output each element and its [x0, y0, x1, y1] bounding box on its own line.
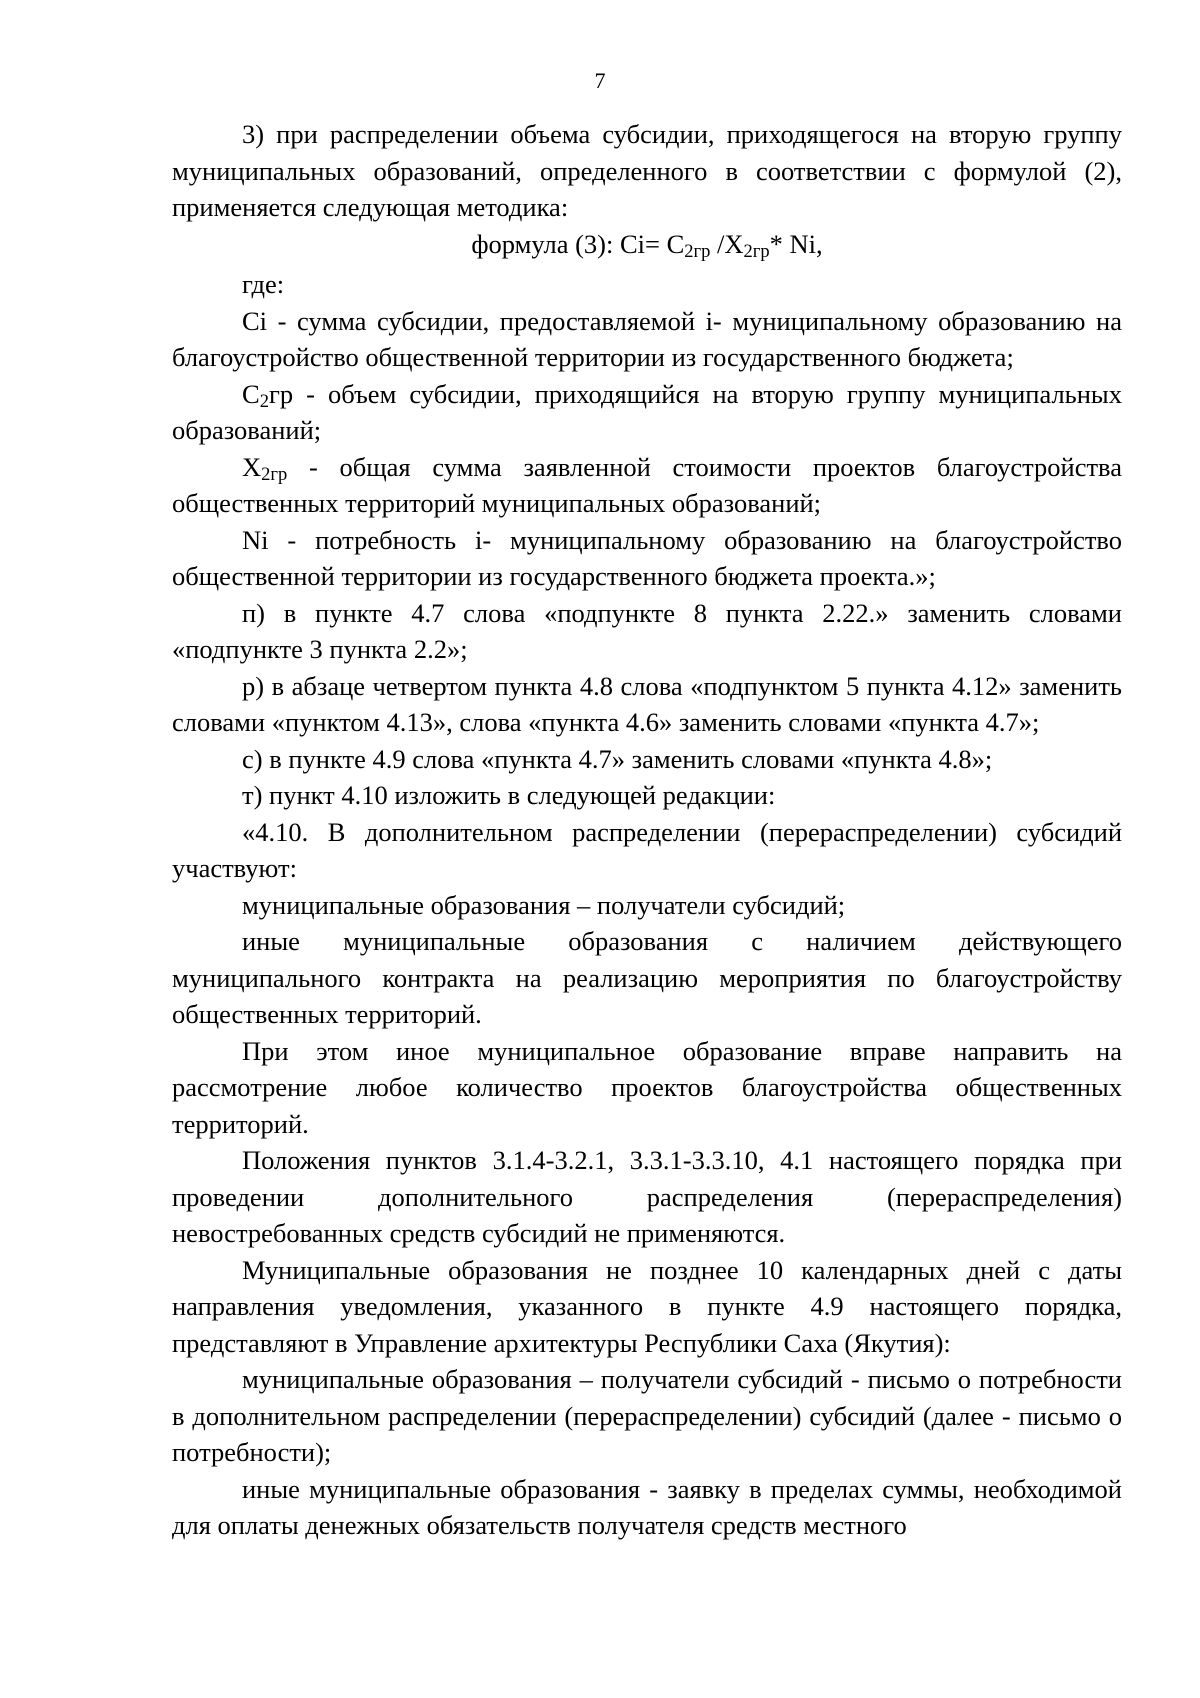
- x2-subscript: 2гр: [261, 463, 288, 485]
- paragraph-provisions: Положения пунктов 3.1.4-3.2.1, 3.3.1-3.3.10, 4.1 настоящего порядка при проведении дополнительного распределения (перераспределения) невостребованных средств субсидий не применяются.: [172, 1145, 1122, 1248]
- paragraph-recipients: муниципальные образования – получатели субсидий;: [242, 889, 846, 920]
- paragraph-x2-definition: [172, 449, 1122, 522]
- paragraph-where: где:: [242, 269, 285, 299]
- paragraph-need-letter: муниципальные образования – получатели субсидий - письмо о потребности в дополнительном распределении (перераспределении) субсидий (далее - письмо о потребности);: [172, 1364, 1122, 1467]
- x2-symbol: X: [242, 451, 262, 482]
- c2-subscript: 2: [259, 390, 269, 412]
- paragraph-item-p: п) в пункте 4.7 слова «подпункте 8 пункта 2.22.» заменить словами «подпункте 3 пункта 2.2»;: [172, 597, 1122, 664]
- page-number: 7: [594, 68, 606, 93]
- formula-3: [172, 226, 1122, 263]
- document-body: [172, 116, 1122, 1544]
- paragraph-item-r: р) в абзаце четвертом пункта 4.8 слова «подпунктом 5 пункта 4.12» заменить словами «пунктом 4.13», слова «пункта 4.6» заменить словами «пункта 4.7»;: [172, 670, 1122, 737]
- formula-middle: /X: [710, 228, 744, 259]
- paragraph-ni-definition: Ni - потребность i- муниципальному образованию на благоустройство общественной территории из государственного бюджета проекта.»;: [172, 524, 1122, 591]
- paragraph-c2-definition: [172, 376, 1122, 449]
- c2-text: гр - объем субсидии, приходящийся на вторую группу муниципальных образований;: [172, 378, 1122, 445]
- paragraph-method-intro: 3) при распределении объема субсидии, приходящегося на вторую группу муниципальных образований, определенного в соответствии с формулой (2), применяется следующая методика:: [172, 119, 1122, 222]
- formula-prefix: формула (3): Ci= C: [471, 228, 685, 259]
- c2-symbol: C: [242, 378, 260, 409]
- paragraph-item-s: с) в пункте 4.9 слова «пункта 4.7» заменить словами «пункта 4.8»;: [242, 743, 993, 774]
- paragraph-item-t: т) пункт 4.10 изложить в следующей редакции:: [242, 780, 776, 810]
- paragraph-section-4-10: «4.10. В дополнительном распределении (перераспределении) субсидий участвуют:: [172, 816, 1122, 883]
- paragraph-ci-definition: Ci - сумма субсидии, предоставляемой i- муниципальному образованию на благоустройство общественной территории из государственного бюджета;: [172, 305, 1122, 372]
- x2-text: - общая сумма заявленной стоимости проектов благоустройства общественных территорий муниципальных образований;: [172, 451, 1122, 518]
- formula-sub-c2: 2гр: [684, 240, 711, 262]
- formula-suffix: * Ni,: [769, 228, 823, 259]
- paragraph-deadline: Муниципальные образования не позднее 10 календарных дней с даты направления уведомления, указанного в пункте 4.9 настоящего порядка, представляют в Управление архитектуры Республики Саха (Якутия):: [172, 1254, 1122, 1358]
- formula-sub-x2: 2гр: [743, 240, 770, 262]
- paragraph-other-municipalities: иные муниципальные образования с наличием действующего муниципального контракта на реализацию мероприятия по благоустройству общественных территорий.: [172, 926, 1122, 1029]
- paragraph-right-to-submit: При этом иное муниципальное образование вправе направить на рассмотрение любое количество проектов благоустройства общественных территорий.: [172, 1035, 1122, 1139]
- paragraph-application: иные муниципальные образования - заявку в пределах суммы, необходимой для оплаты денежных обязательств получателя средств местного: [172, 1473, 1122, 1540]
